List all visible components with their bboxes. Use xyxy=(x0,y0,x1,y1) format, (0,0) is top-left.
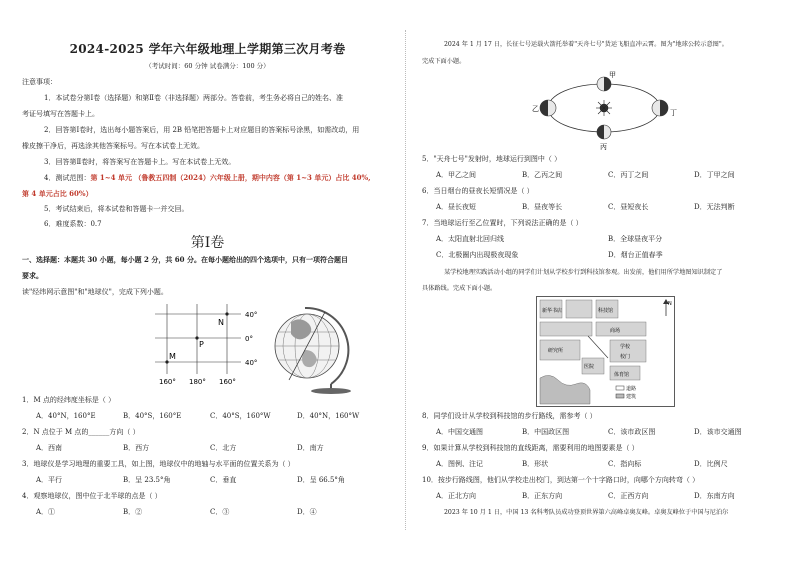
point-n-marker xyxy=(225,312,228,315)
right-intro-1: 2024 年 1 月 17 日，长征七号运载火箭托举着"天舟七号"货运飞船直冲云霄。图为"地球公转示意图"。 xyxy=(444,41,728,48)
position-ding-label: 丁 xyxy=(670,109,677,117)
question-5: 5．"天舟七号"发射时，地球运行到图中（ ） xyxy=(422,155,562,163)
globe-illustration xyxy=(275,308,351,394)
legend-road-label: 道路 xyxy=(626,386,637,392)
q5-option-c[interactable]: C．丙丁之间 xyxy=(608,171,649,179)
note4-scope-cont: 第 4 单元占比 60%） xyxy=(22,189,93,198)
earth-yi-icon xyxy=(540,100,556,116)
note-line-4: 橡皮擦干净后，再选涂其他答案标号。写在本试卷上无效。 xyxy=(22,142,204,150)
map-label-xiaomen: 校门 xyxy=(620,354,631,360)
note-line-8: 6．难度系数：0.7 xyxy=(44,220,102,228)
q7-option-d[interactable]: D．烟台正值春季 xyxy=(608,251,663,259)
section1-instructions-cont: 要求。 xyxy=(22,271,43,280)
map-label-yanjiusuo: 研究所 xyxy=(548,348,564,354)
position-yi-label: 乙 xyxy=(532,105,539,113)
q7-option-b[interactable]: B．全球昼夜平分 xyxy=(608,235,663,243)
map-label-tiyuguan: 体育馆 xyxy=(614,372,630,378)
lon-160-right-label: 160° xyxy=(219,378,236,386)
q4-option-b[interactable]: B．② xyxy=(123,508,143,516)
lat-40n-label: 40° xyxy=(245,311,258,319)
q4-option-a[interactable]: A．① xyxy=(36,508,56,516)
point-n-label: N xyxy=(218,318,224,327)
note-line-3: 2．回答第Ⅰ卷时，选出每小题答案后，用 2B 铅笔把答题卡上对应题目的答案标号涂黑，如需改动，用 xyxy=(44,126,360,134)
q2-option-d[interactable]: D．南方 xyxy=(297,444,324,452)
map-label-keji: 科技馆 xyxy=(598,308,614,314)
section1-instructions: 一、选择题：本题共 30 小题，每小题 2 分，共 60 分。在每小题给出的四个选项中，只有一项符合题目 xyxy=(22,255,348,264)
q8-option-c[interactable]: C．该市政区图 xyxy=(608,428,656,436)
q9-option-a[interactable]: A．图例、注记 xyxy=(436,460,484,468)
q5-option-b[interactable]: B．乙丙之间 xyxy=(522,171,563,179)
note-line-1: 1．本试卷分第Ⅰ卷（选择题）和第Ⅱ卷（非选择题）两部分。答卷前，考生务必将自己的姓名、准 xyxy=(44,94,343,102)
q9-option-b[interactable]: B．形状 xyxy=(522,460,549,468)
lon-180-label: 180° xyxy=(189,378,206,386)
point-p-label: P xyxy=(199,340,204,349)
q1-option-b[interactable]: B．40°S，160°E xyxy=(123,412,182,420)
q1-option-c[interactable]: C．40°S，160°W xyxy=(210,412,271,420)
notes-header: 注意事项： xyxy=(22,78,57,86)
legend-road-swatch xyxy=(616,386,624,390)
question-6: 6．当日烟台的昼夜长短情况是（ ） xyxy=(422,187,534,195)
q6-option-b[interactable]: B．昼夜等长 xyxy=(522,203,563,211)
q5-option-d[interactable]: D．丁甲之间 xyxy=(694,171,735,179)
intro-text-1: 读"经纬网示意图"和"地球仪"，完成下列小题。 xyxy=(22,288,168,296)
note-line-2: 考证号填写在答题卡上。 xyxy=(22,110,99,118)
q10-option-b[interactable]: B．正东方向 xyxy=(522,492,563,500)
map-label-xuexiao: 学校 xyxy=(620,344,631,350)
note-line-6 xyxy=(44,173,371,183)
note-line-7: 5．考试结束后，将本试卷和答题卡一并交回。 xyxy=(44,205,189,213)
q3-option-d[interactable]: D．呈 66.5°角 xyxy=(297,476,345,484)
graticule-and-globe-figure xyxy=(155,302,395,394)
note4-prefix: 4．测试范围： xyxy=(44,174,91,182)
q2-option-a[interactable]: A．西南 xyxy=(36,444,63,452)
q7-option-c[interactable]: C．北极圈内出现极夜现象 xyxy=(436,251,519,259)
point-m-label: M xyxy=(169,352,176,361)
question-8: 8．同学们设计从学校到科技馆的步行路线，需参考（ ） xyxy=(422,412,597,420)
lat-0-label: 0° xyxy=(245,335,253,343)
q8-option-d[interactable]: D．该市交通图 xyxy=(694,428,742,436)
note-line-5: 3．回答第Ⅱ卷时，将答案写在答题卡上。写在本试卷上无效。 xyxy=(44,158,236,166)
q1-option-a[interactable]: A．40°N，160°E xyxy=(36,412,96,420)
map-label-yiyuan: 医院 xyxy=(584,364,595,370)
q8-option-a[interactable]: A．中国交通图 xyxy=(436,428,484,436)
q3-option-b[interactable]: B．呈 23.5°角 xyxy=(123,476,171,484)
lat-40s-label: 40° xyxy=(245,359,258,367)
column-divider xyxy=(405,30,406,530)
question-9: 9．如果计算从学校到科技馆的直线距离，需要利用的地图要素是（ ） xyxy=(422,444,639,452)
legend-building-label: 建筑 xyxy=(626,394,637,400)
q9-option-d[interactable]: D．比例尺 xyxy=(694,460,728,468)
question-4: 4．观察地球仪，图中位于北半球的点是（ ） xyxy=(22,492,162,500)
question-3: 3．地球仪是学习地理的重要工具，如上图，地球仪中的地轴与水平面的位置关系为（ ） xyxy=(22,460,295,468)
right-intro-2-cont: 具体路线。完成下面小题。 xyxy=(422,285,497,292)
position-bing-label: 丙 xyxy=(600,143,607,151)
q3-option-c[interactable]: C．垂直 xyxy=(210,476,237,484)
q6-option-c[interactable]: C．昼短夜长 xyxy=(608,203,649,211)
route-map-figure xyxy=(536,296,676,408)
question-10: 10．按步行路线图，他们从学校走出校门，到达第一个十字路口时，向哪个方向转弯（ ） xyxy=(422,476,700,484)
q4-option-c[interactable]: C．③ xyxy=(210,508,230,516)
right-intro-1-cont: 完成下面小题。 xyxy=(422,58,466,65)
question-7: 7．当地球运行至乙位置时，下列说法正确的是（ ） xyxy=(422,219,583,227)
earth-bing-icon xyxy=(597,125,611,139)
map-label-xinhua: 新华书店 xyxy=(542,308,563,314)
q7-option-a[interactable]: A．太阳直射北回归线 xyxy=(436,235,505,243)
right-intro-2: 某学校地理实践活动小组的同学们计划从学校步行到科技馆参观。出发前，他们用所学地图知识制定了 xyxy=(444,269,723,276)
section-heading: 第Ⅰ卷 xyxy=(190,235,225,251)
earth-jia-icon xyxy=(597,77,611,91)
note4-scope: 第 1~4 单元 （鲁教五四制（2024）六年级上册，期中内容（第 1~3 单元）占比 40%, xyxy=(90,173,371,182)
q6-option-d[interactable]: D．无法判断 xyxy=(694,203,735,211)
earth-ding-icon xyxy=(652,100,668,116)
q10-option-d[interactable]: D．东南方向 xyxy=(694,492,735,500)
sun-icon xyxy=(596,100,612,116)
earth-revolution-diagram xyxy=(530,68,680,152)
q3-option-a[interactable]: A．平行 xyxy=(36,476,63,484)
q9-option-c[interactable]: C．指向标 xyxy=(608,460,642,468)
right-final-intro: 2023 年 10 月 1 日，中国 13 名科考队员成功登顶世界第六高峰卓奥友峰。卓奥友峰位于中国与尼泊尔 xyxy=(444,509,729,516)
q10-option-c[interactable]: C．正西方向 xyxy=(608,492,649,500)
exam-title: 2024-2025 学年六年级地理上学期第三次月考卷 xyxy=(69,42,346,56)
q5-option-a[interactable]: A．甲乙之间 xyxy=(436,171,477,179)
q2-option-c[interactable]: C．北方 xyxy=(210,444,237,452)
q2-option-b[interactable]: B．西方 xyxy=(123,444,150,452)
question-2: 2．N 点位于 M 点的______方向（ ） xyxy=(22,428,140,436)
q4-option-d[interactable]: D．④ xyxy=(297,508,317,516)
q6-option-a[interactable]: A．昼长夜短 xyxy=(436,203,477,211)
map-label-shangchang: 商场 xyxy=(610,328,621,334)
question-1: 1．M 点的经纬度坐标是（ ） xyxy=(22,396,116,404)
position-jia-label: 甲 xyxy=(609,71,616,79)
legend-building-swatch xyxy=(616,394,624,398)
exam-subtitle: （考试时间：60 分钟 试卷满分：100 分） xyxy=(145,62,270,70)
north-label: N xyxy=(668,301,672,307)
q8-option-b[interactable]: B．中国政区图 xyxy=(522,428,570,436)
q1-option-d[interactable]: D．40°N，160°W xyxy=(297,412,360,420)
lon-160-left-label: 160° xyxy=(159,378,176,386)
q10-option-a[interactable]: A．正北方向 xyxy=(436,492,477,500)
